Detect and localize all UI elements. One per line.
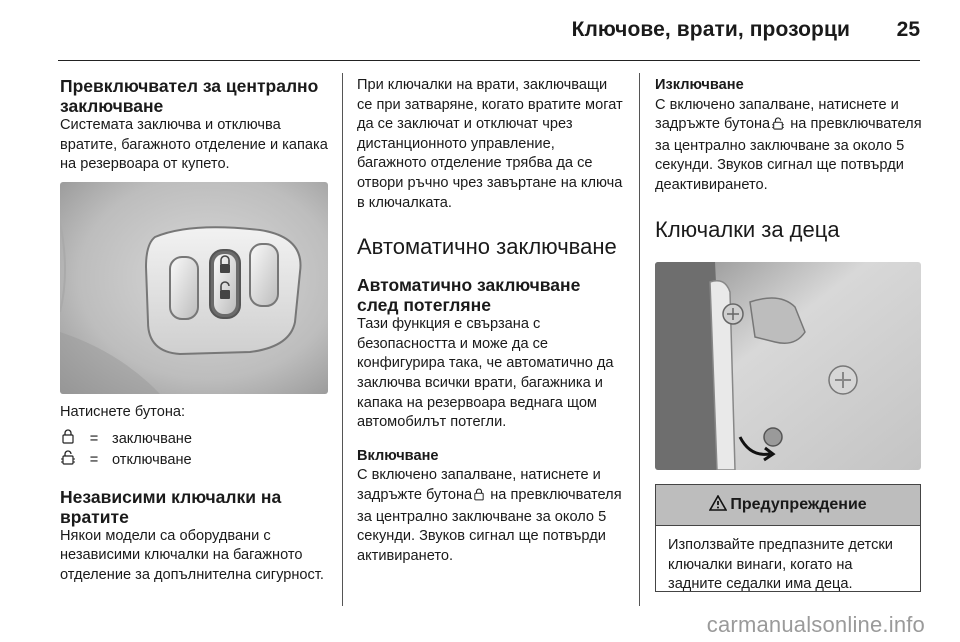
- subheading-activate: Включване: [357, 447, 439, 464]
- page-number: 25: [896, 18, 920, 41]
- press-button-label: Натиснете бутона:: [60, 404, 186, 420]
- legend-label-unlock: отключване: [112, 452, 192, 469]
- column-1: [60, 76, 328, 175]
- subheading-lock-after-driveoff: Автоматично заключване след потегляне: [357, 275, 581, 316]
- legend-label-lock: заключване: [112, 431, 192, 448]
- warning-box: [655, 484, 921, 592]
- legend-row-lock: = заключване: [60, 429, 328, 450]
- lock-closed-icon: [474, 488, 484, 508]
- warning-header: [656, 485, 920, 526]
- lock-open-icon: [60, 450, 76, 471]
- warning-title: Предупреждение: [730, 496, 867, 513]
- paragraph-central-locking: Системата заключва и отключва вратите, багажното отделение и капака на резервоара от купето.: [60, 117, 328, 173]
- watermark: carmanualsonline.info: [706, 612, 925, 637]
- photo-central-locking-switch: [60, 182, 328, 394]
- paragraph-auto-lock: Тази функция е свързана с безопасността и може да се конфигурира така, че автоматично да заключва всички врати, багажника и капака на резервоара веднага щом автомобилът потегли.: [357, 316, 614, 431]
- lock-open-icon: [772, 117, 784, 137]
- subheading-deactivate: Изключване: [655, 77, 744, 93]
- warning-body: Използвайте предпазните детски ключалки винаги, когато на задните седалки има деца.: [668, 537, 893, 593]
- page-header-title: Ключове, врати, прозорци: [571, 18, 850, 41]
- column-2: [357, 76, 625, 566]
- paragraph-door-locks: При ключалки на врати, заключващи се при затваряне, когато вратите могат да се заключат и отключат чрез дистанционното управление, багажното отделение трябва да се отвори ръчно чрез завъртане на ключа в ключалката.: [357, 77, 623, 211]
- paragraph-independent-locks: Някои модели са оборудвани с независими ключалки на багажното отделение за допълнителна сигурност.: [60, 527, 324, 583]
- heading-independent-locks: Независими ключалки на вратите: [60, 486, 282, 527]
- warning-triangle-icon: [709, 495, 730, 516]
- column-divider-1: [342, 73, 343, 606]
- heading-central-locking: Превключвател за централно заключване: [60, 76, 319, 116]
- paragraph-activate: С включено запалване, натиснете и задръжте бутона на превключвателя за централно заключване за около 5 секунди. Звуков сигнал ще потвърди активирането.: [357, 467, 622, 564]
- heading-child-locks: Ключалки за деца: [655, 216, 840, 242]
- column-divider-2: [639, 73, 640, 606]
- paragraph-deactivate: С включено запалване, натиснете и задръжте бутона на превключвателя за централно заключване за около 5 секунди. Звуков сигнал ще потвърди деактивирането.: [655, 96, 922, 193]
- lock-closed-icon: [60, 429, 76, 450]
- column-3: [655, 76, 923, 246]
- legend-row-unlock: = отключване: [60, 450, 328, 471]
- column-1-lower: [60, 403, 328, 585]
- header-rule: [58, 60, 920, 61]
- photo-child-lock: [655, 262, 921, 470]
- heading-automatic-locking: Автоматично заключване: [357, 234, 617, 260]
